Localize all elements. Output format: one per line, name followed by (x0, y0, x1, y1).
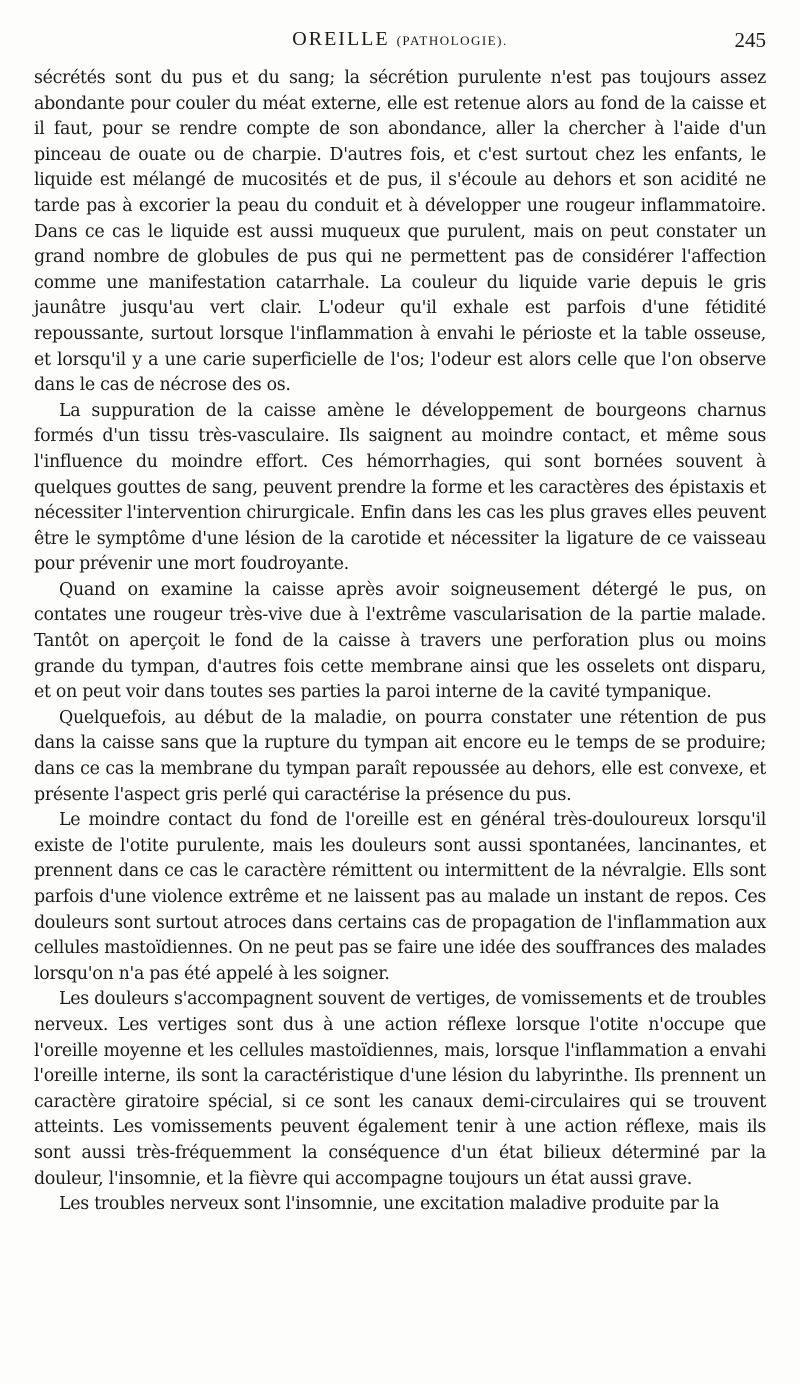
paragraph-truncated: Les troubles nerveux sont l'insomnie, une excitation maladive produite par la (59, 1194, 720, 1215)
paragraph: Le moindre contact du fond de l'oreille est en général très-douloureux lorsqu'il existe de l'otite purulente, mais les douleurs sont aussi spontanées, lancinantes, et prennent dans ce cas le caractère rémittent ou intermittent de la névralgie. Ells sont parfois d'une violence extrême et ne laissent pas au malade un instant de repos. Ces douleurs sont surtout atroces dans certains cas de propagation de l'inflammation aux cellules mastoïdiennes. On ne peut pas se faire une idée des souffrances des malades lorsqu'on n'a pas été appelé à les soigner. (34, 810, 766, 984)
running-title (292, 28, 507, 51)
paragraph: La suppuration de la caisse amène le développement de bourgeons charnus formés d'un tissu très-vasculaire. Ils saignent au moindre contact, et même sous l'influence du moindre effort. Ces hémorrhagies, qui sont bornées souvent à quelques gouttes de sang, peuvent prendre la forme et les caractères des épistaxis et nécessiter l'intervention chirurgicale. Enfin dans les cas les plus graves elles peuvent être le symptôme d'une lésion de la carotide et nécessiter la ligature de ce vaisseau pour prévenir une mort foudroyante. (34, 400, 766, 575)
body-text (34, 66, 766, 1218)
paragraph-continued: sécrétés sont du pus et du sang; la sécrétion purulente n'est pas toujours assez abondante pour couler du méat externe, elle est retenue alors au fond de la caisse et il faut, pour se rendre compte de son abondance, aller la chercher à l'aide d'un pinceau de ouate ou de charpie. D'autres fois, et c'est surtout chez les enfants, le liquide est mélangé de mucosités et de pus, il s'écoule au dehors et son acidité ne tarde pas à excorier la peau du conduit et à développer une rougeur inflammatoire. Dans ce cas le liquide est aussi muqueux que purulent, mais on peut constater un grand nombre de globules de pus qui ne permettent pas de considérer l'affection comme une manifestation catarrhale. La couleur du liquide varie depuis le gris jaunâtre jusqu'au vert clair. L'odeur qu'il exhale est parfois d'une fétidité repoussante, surtout lorsque l'inflammation à envahi le périoste et la table osseuse, et lorsqu'il y a une carie superficielle de l'os; l'odeur est alors celle que l'on observe dans le cas de nécrose des os. (34, 68, 766, 396)
page-number: 245 (734, 28, 766, 52)
paragraph: Quand on examine la caisse après avoir soigneusement détergé le pus, on contates une rougeur très-vive due à l'extrême vascularisation de la partie malade. Tantôt on aperçoit le fond de la caisse à travers une perforation plus ou moins grande du tympan, d'autres fois cette membrane ainsi que les osselets ont disparu, et on peut voir dans toutes ses parties la paroi interne de la cavité tympanique. (34, 579, 766, 703)
paragraph: Les douleurs s'accompagnent souvent de vertiges, de vomissements et de troubles nerveux. Les vertiges sont dus à une action réflexe lorsque l'otite n'occupe que l'oreille moyenne et les cellules mastoïdiennes, mais, lorsque l'inflammation a envahi l'oreille interne, ils sont la caractéristique d'une lésion du labyrinthe. Ils prennent un caractère giratoire spécial, si ce sont les canaux demi-circulaires qui se trouvent atteints. Les vomissements peuvent également tenir à une action réflexe, mais ils sont aussi très-fréquemment la conséquence d'un état bilieux déterminé par la douleur, l'insomnie, et la fièvre qui accompagne toujours un état aussi grave. (34, 989, 766, 1189)
running-header (34, 28, 766, 58)
title-subject: (PATHOLOGIE). (396, 33, 508, 48)
title-word: OREILLE (292, 28, 390, 50)
paragraph: Quelquefois, au début de la maladie, on pourra constater une rétention de pus dans la caisse sans que la rupture du tympan ait encore eu le temps de se produire; dans ce cas la membrane du tympan paraît repoussée au dehors, elle est convexe, et présente l'aspect gris perlé qui caractérise la présence du pus. (34, 707, 766, 805)
